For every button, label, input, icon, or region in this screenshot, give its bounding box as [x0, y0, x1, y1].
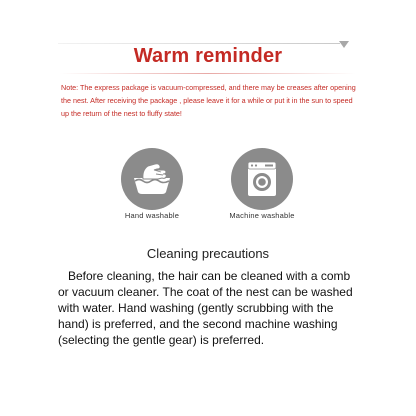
cleaning-text: Before cleaning, the hair can be cleaned with a comb or vacuum cleaner. The coat of the nest can be washed with water. Hand washing (gently scrubbing with the hand) is preferred, and the second machine washing (selecting the gentle gear) is preferred. — [58, 269, 353, 347]
machine-washable-label: Machine washable — [229, 211, 295, 220]
cleaning-heading: Cleaning precautions — [146, 246, 270, 261]
shipping-note: Note: The express package is vacuum-compressed, and there may be creases after opening the nest. After receiving the package , please leave it for a while or put it in the sun to speed up the return of the nest to fluffy state! — [61, 83, 356, 118]
top-divider — [58, 43, 340, 44]
hand-washable-label: Hand washable — [124, 211, 180, 220]
hand-wash-icon — [121, 148, 183, 210]
cleaning-paragraph — [58, 268, 362, 348]
title-divider — [60, 73, 356, 74]
page-title: Warm reminder — [133, 45, 283, 67]
washing-machine-icon — [231, 148, 293, 210]
